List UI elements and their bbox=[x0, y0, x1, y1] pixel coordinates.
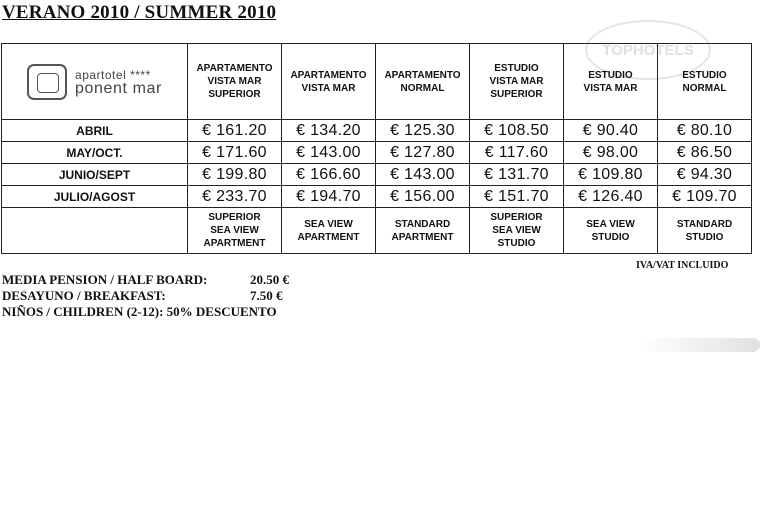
header-line: APARTAMENTO bbox=[196, 63, 273, 74]
column-header bbox=[658, 44, 752, 120]
header-line: VISTA MAR bbox=[301, 82, 356, 94]
logo-cell bbox=[2, 44, 188, 120]
note-label: DESAYUNO / BREAKFAST: bbox=[2, 288, 166, 303]
column-footer bbox=[658, 208, 752, 254]
note-label: NIÑOS / CHILDREN (2-12): 50% DESCUENTO bbox=[2, 304, 277, 319]
price-cell: € 131.70 bbox=[470, 164, 564, 186]
page-title: VERANO 2010 / SUMMER 2010 bbox=[2, 2, 277, 23]
table-row bbox=[2, 186, 752, 208]
footer-line: APARTMENT bbox=[297, 231, 360, 243]
footer-line: STANDARD bbox=[676, 218, 733, 230]
scan-smudge bbox=[640, 338, 760, 352]
column-footer bbox=[282, 208, 376, 254]
column-footer bbox=[470, 208, 564, 254]
price-cell: € 233.70 bbox=[188, 186, 282, 208]
price-cell: € 98.00 bbox=[564, 142, 658, 164]
footer-line: STUDIO bbox=[685, 231, 724, 243]
vat-note: IVA/VAT INCLUIDO bbox=[636, 260, 729, 271]
column-footer bbox=[188, 208, 282, 254]
note-value: 20.50 € bbox=[250, 272, 289, 287]
footer-line: STUDIO bbox=[497, 238, 536, 249]
price-cell: € 90.40 bbox=[564, 120, 658, 142]
price-cell: € 127.80 bbox=[376, 142, 470, 164]
half-board-note bbox=[2, 272, 289, 288]
price-cell: € 194.70 bbox=[282, 186, 376, 208]
empty-cell bbox=[2, 208, 188, 254]
season-label: ABRIL bbox=[2, 120, 188, 142]
season-label: JUNIO/SEPT bbox=[2, 164, 188, 186]
header-line: ESTUDIO bbox=[588, 69, 633, 81]
note-label: MEDIA PENSION / HALF BOARD: bbox=[2, 272, 208, 287]
season-label: JULIO/AGOST bbox=[2, 186, 188, 208]
footer-line: SUPERIOR bbox=[208, 212, 261, 223]
header-line: ESTUDIO bbox=[682, 69, 727, 81]
price-cell: € 161.20 bbox=[188, 120, 282, 142]
table-row bbox=[2, 142, 752, 164]
header-line: SUPERIOR bbox=[208, 89, 261, 100]
price-cell: € 134.20 bbox=[282, 120, 376, 142]
price-cell: € 86.50 bbox=[658, 142, 752, 164]
price-cell: € 108.50 bbox=[470, 120, 564, 142]
header-line: APARTAMENTO bbox=[384, 69, 461, 81]
footer-line: SEA VIEW bbox=[210, 225, 259, 236]
price-cell: € 143.00 bbox=[376, 164, 470, 186]
breakfast-note bbox=[2, 288, 283, 304]
header-line: NORMAL bbox=[682, 82, 727, 94]
table-row bbox=[2, 164, 752, 186]
price-table bbox=[1, 43, 752, 254]
header-line: SUPERIOR bbox=[490, 89, 543, 100]
table-row bbox=[2, 120, 752, 142]
price-cell: € 94.30 bbox=[658, 164, 752, 186]
header-line: APARTAMENTO bbox=[290, 69, 367, 81]
footer-line: SEA VIEW bbox=[492, 225, 541, 236]
price-cell: € 171.60 bbox=[188, 142, 282, 164]
footer-line: APARTMENT bbox=[203, 238, 266, 249]
logo-bottom-text: ponent mar bbox=[75, 79, 162, 97]
footer-line: SEA VIEW bbox=[586, 218, 635, 230]
price-cell: € 166.60 bbox=[282, 164, 376, 186]
column-header bbox=[564, 44, 658, 120]
footer-line: STUDIO bbox=[591, 231, 630, 243]
column-footer bbox=[376, 208, 470, 254]
price-cell: € 156.00 bbox=[376, 186, 470, 208]
watermark-stamp: TOPHOTELS bbox=[585, 20, 711, 80]
apartment-logo-icon bbox=[27, 64, 67, 100]
note-value: 7.50 € bbox=[250, 288, 283, 303]
header-line: ESTUDIO bbox=[494, 63, 539, 74]
logo-top-text: apartotel **** bbox=[75, 67, 151, 82]
price-cell: € 143.00 bbox=[282, 142, 376, 164]
footer-row bbox=[2, 208, 752, 254]
season-label: MAY/OCT. bbox=[2, 142, 188, 164]
column-header bbox=[376, 44, 470, 120]
header-line: VISTA MAR bbox=[489, 76, 544, 87]
footer-line: APARTMENT bbox=[391, 231, 454, 243]
footer-line: SEA VIEW bbox=[304, 218, 353, 230]
price-cell: € 126.40 bbox=[564, 186, 658, 208]
column-footer bbox=[564, 208, 658, 254]
footer-line: SUPERIOR bbox=[490, 212, 543, 223]
column-header bbox=[282, 44, 376, 120]
column-header bbox=[470, 44, 564, 120]
column-header bbox=[188, 44, 282, 120]
price-cell: € 151.70 bbox=[470, 186, 564, 208]
price-cell: € 199.80 bbox=[188, 164, 282, 186]
footer-line: STANDARD bbox=[394, 218, 451, 230]
header-line: NORMAL bbox=[400, 82, 445, 94]
header-line: VISTA MAR bbox=[583, 82, 638, 94]
children-note bbox=[2, 304, 277, 320]
price-cell: € 109.70 bbox=[658, 186, 752, 208]
header-row bbox=[2, 44, 752, 120]
header-line: VISTA MAR bbox=[207, 76, 262, 87]
price-cell: € 80.10 bbox=[658, 120, 752, 142]
price-cell: € 117.60 bbox=[470, 142, 564, 164]
price-cell: € 125.30 bbox=[376, 120, 470, 142]
price-cell: € 109.80 bbox=[564, 164, 658, 186]
